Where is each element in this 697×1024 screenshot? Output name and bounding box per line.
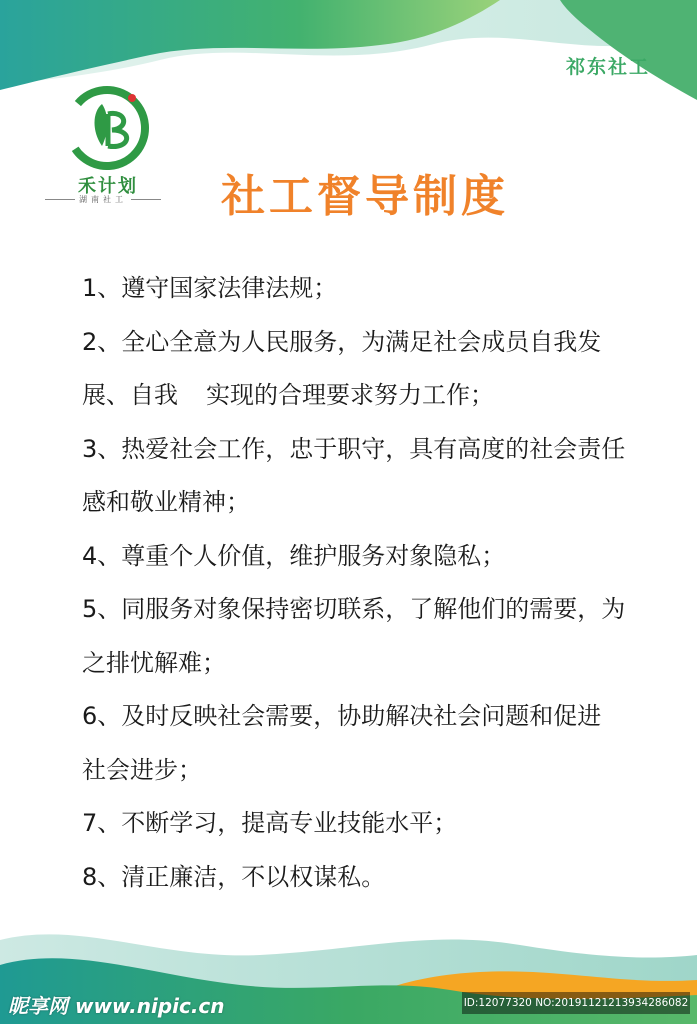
rule-line: 4、尊重个人价值，维护服务对象隐私；	[82, 541, 506, 570]
watermark-id: ID:12077320 NO:20191121213934286082	[462, 992, 690, 1014]
page-title: 社工督导制度	[221, 171, 509, 222]
logo-subtitle: 湖南社工	[38, 194, 168, 205]
rule-line: 8、清正廉洁，不以权谋私。	[82, 862, 386, 891]
rule-line: 2、全心全意为人民服务，为满足社会成员自我发	[82, 327, 602, 356]
leaf-b-logo-icon	[64, 84, 150, 170]
logo-name: 禾计划	[78, 176, 138, 197]
brand-logo	[38, 80, 168, 210]
rule-line	[82, 369, 682, 423]
rule-line: 之排忧解难；	[82, 648, 226, 677]
rule-fragment: 展、自我	[82, 381, 178, 409]
rules-list	[82, 262, 682, 904]
rule-line: 社会进步；	[82, 755, 202, 784]
rule-line: 1、遵守国家法律法规；	[82, 274, 338, 302]
rule-line: 6、及时反映社会需要，协助解决社会问题和促进	[82, 702, 602, 730]
rule-line: 感和敬业精神；	[82, 488, 250, 516]
rule-line: 5、同服务对象保持密切联系，了解他们的需要，为	[82, 595, 626, 623]
corner-org-name: 祁东社工	[566, 56, 651, 78]
rule-fragment: 实现的合理要求努力工作；	[206, 381, 494, 409]
rule-line: 3、热爱社会工作，忠于职守，具有高度的社会责任	[82, 434, 626, 463]
rule-line: 7、不断学习，提高专业技能水平；	[82, 809, 458, 837]
top-right-wave	[560, 0, 697, 100]
watermark-site: 昵享网 www.nipic.cn	[8, 994, 225, 1018]
